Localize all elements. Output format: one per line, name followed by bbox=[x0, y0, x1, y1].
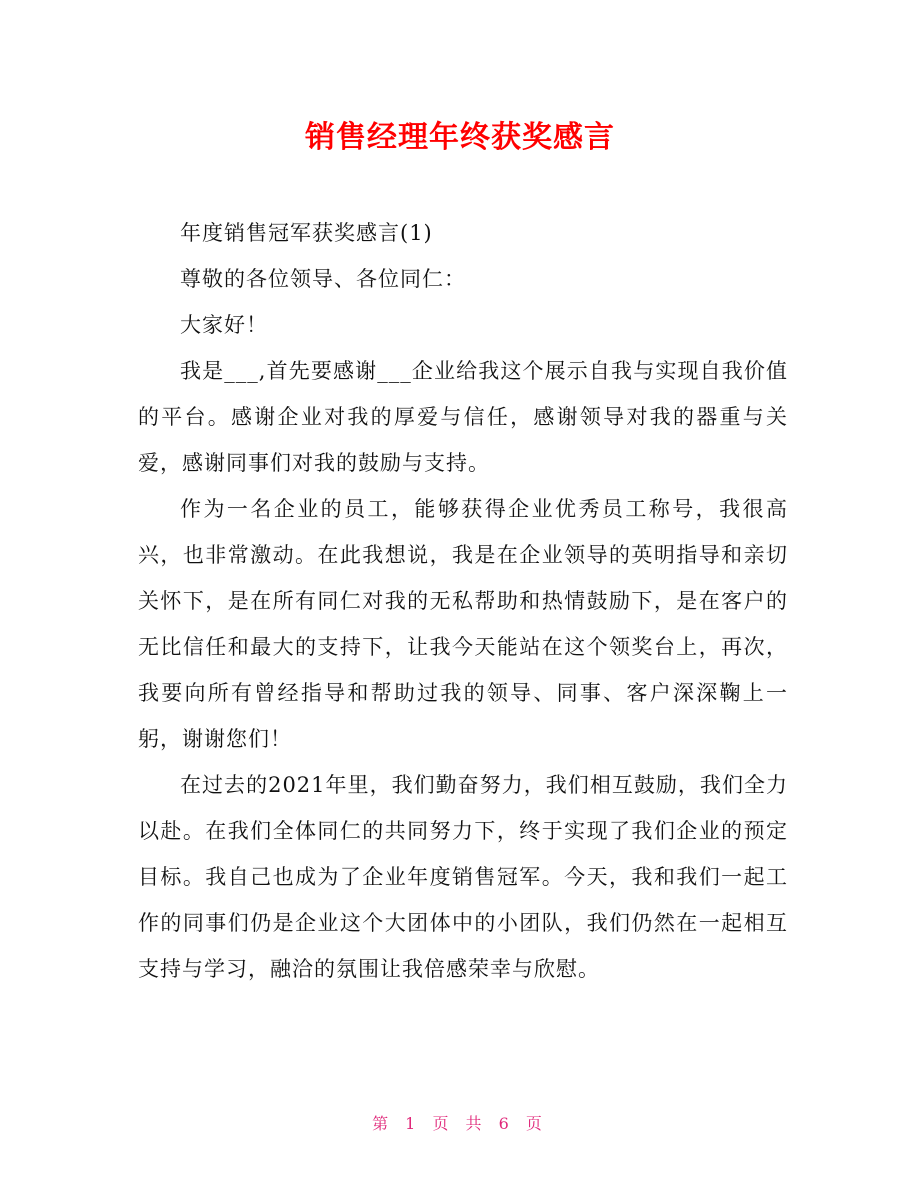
paragraph-achievement: 在过去的2021年里，我们勤奋努力，我们相互鼓励，我们全力以赴。在我们全体同仁的共同努力下，终于实现了我们企业的预定目标。我自己也成为了企业年度销售冠军。今天，我和我们一起工作的同事们仍是企业这个大团体中的小团队，我们仍然在一起相互支持与学习，融洽的氛围让我倍感荣幸与欣慰。 bbox=[138, 773, 788, 981]
document-body bbox=[138, 210, 788, 992]
page-number-footer: 第 1 页 共 6 页 bbox=[372, 1114, 548, 1133]
paragraph-subtitle: 年度销售冠军获奖感言(1) bbox=[180, 221, 433, 245]
paragraph-thanks: 我是___,首先要感谢___企业给我这个展示自我与实现自我价值的平台。感谢企业对我的厚爱与信任，感谢领导对我的器重与关爱，感谢同事们对我的鼓励与支持。 bbox=[138, 359, 788, 475]
paragraph-greeting: 大家好！ bbox=[180, 313, 268, 337]
document-title: 销售经理年终获奖感言 bbox=[305, 120, 615, 155]
paragraph-honor: 作为一名企业的员工，能够获得企业优秀员工称号，我很高兴，也非常激动。在此我想说，我是在企业领导的英明指导和亲切关怀下，是在所有同仁对我的无私帮助和热情鼓励下，是在客户的无比信任和最大的支持下，让我今天能站在这个领奖台上，再次，我要向所有曾经指导和帮助过我的领导、同事、客户深深鞠上一躬，谢谢您们！ bbox=[138, 497, 788, 751]
paragraph-salutation: 尊敬的各位领导、各位同仁： bbox=[180, 267, 466, 291]
